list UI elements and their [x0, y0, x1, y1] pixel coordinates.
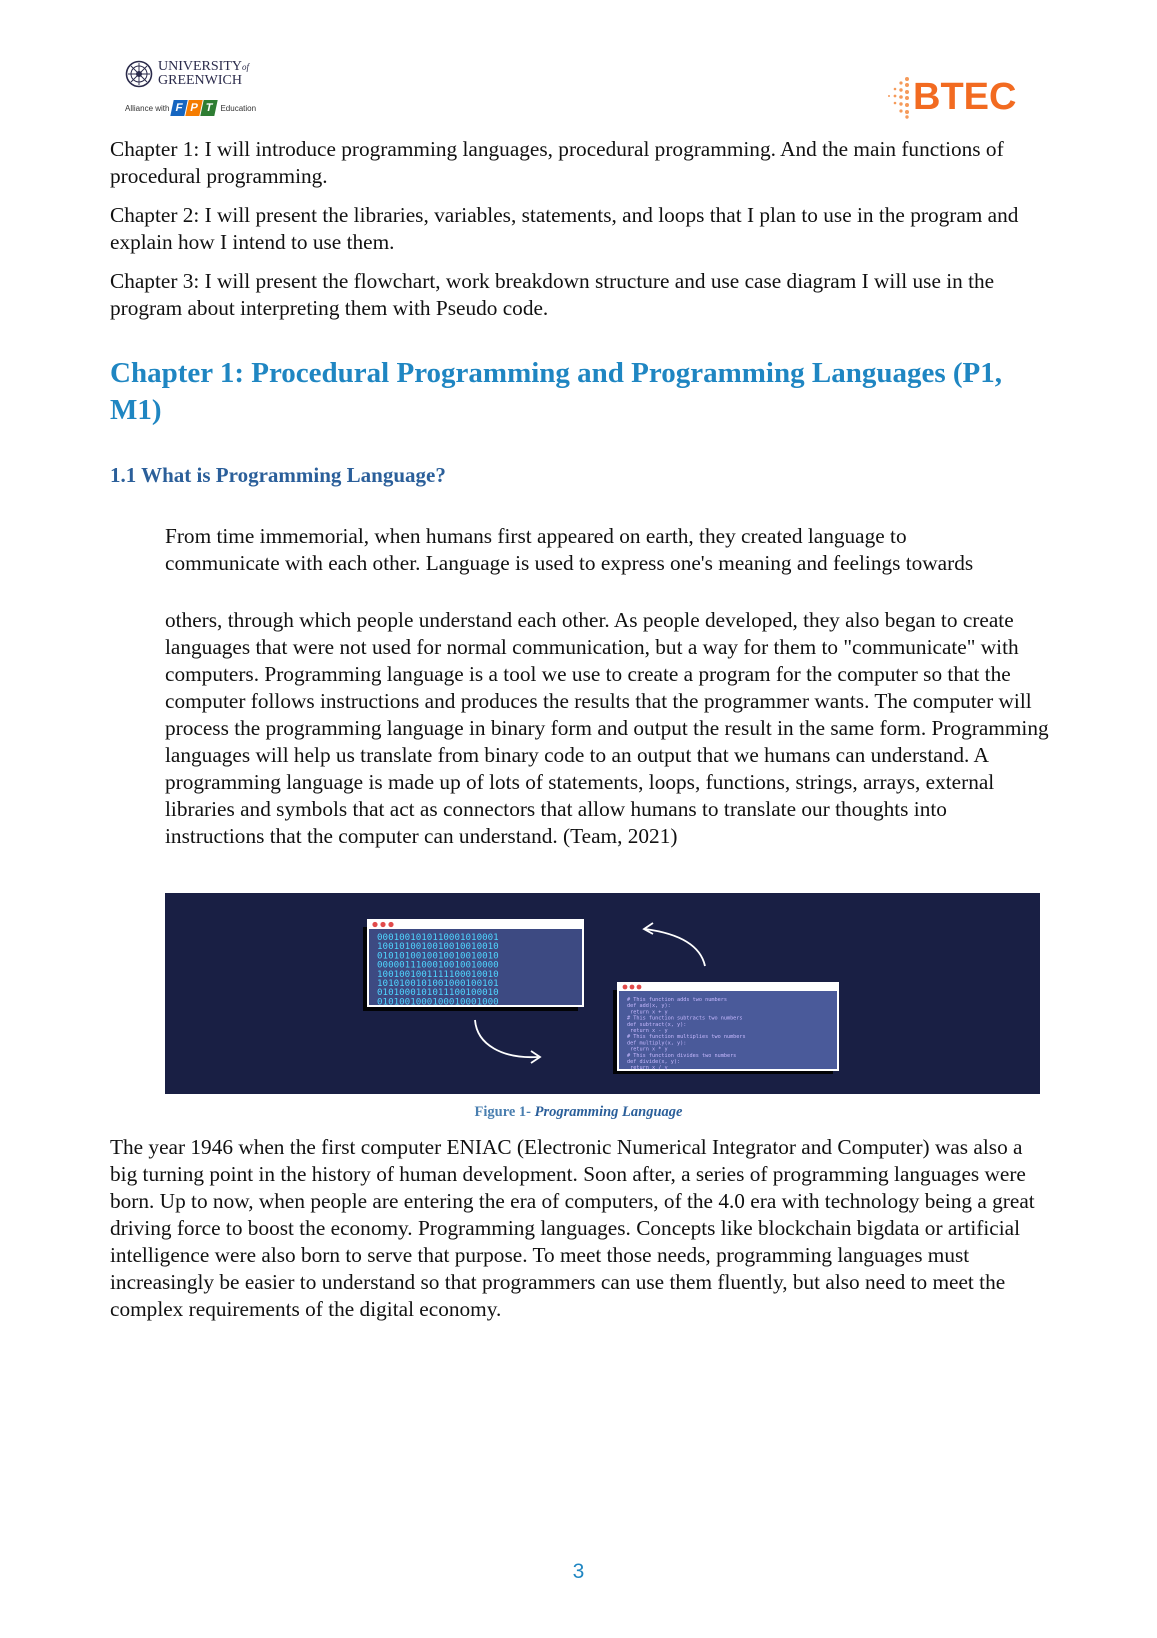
intro-paragraph: Chapter 2: I will present the libraries, variables, statements, and loops that I plan to use in the program and explain how I intend to use them.	[110, 203, 1019, 254]
figure-code-line: def subtract(x, y):	[627, 1021, 687, 1028]
page-number: 3	[572, 1560, 585, 1583]
figure-code-line: def add(x, y):	[627, 1003, 671, 1010]
figure-code-line: 1010100101001000100101	[377, 978, 499, 989]
figure-code-line: return x - y	[627, 1028, 668, 1034]
figure-code-line: 0000011100010010010000	[377, 959, 499, 971]
figure-code-line: 0101000101011100100010	[377, 987, 499, 999]
figure-code-line: 0101001000100010001000	[377, 996, 499, 1008]
figure-code-line: return x * y	[627, 1046, 668, 1053]
figure-code-line: 0101010010010010010010	[377, 950, 499, 962]
body-paragraph: others, through which people understand each other. As people developed, they also began to create languages that were not used for normal communication, but a way for them to "communicate" with computers. Programming language is a tool we use to create a program for the computer so that the computer follows instructions and produces the results that the programmer wants. The computer will process the programming language in binary form and output the result in the same form. Programming languages will help us translate from binary code to an output that we humans can understand. A programming language is made up of lots of statements, loops, functions, strings, arrays, external libraries and symbols that act as connectors that allow humans to translate our thoughts into instructions that the computer can understand. (Team, 2021)	[165, 608, 1049, 848]
code-window	[613, 983, 838, 1074]
body-paragraph: From time immemorial, when humans first appeared on earth, they created language to communicate with each other. Language is used to express one's meaning and feelings towards	[165, 524, 974, 575]
figure-code-line: def divide(x, y):	[627, 1059, 681, 1065]
intro-paragraph: Chapter 3: I will present the flowchart, work breakdown structure and use case diagram I will use in the program about interpreting them with Pseudo code.	[110, 269, 995, 320]
figure-caption: Figure 1- Programming Language	[474, 1104, 683, 1120]
figure-code-line: return x + y	[627, 1009, 668, 1016]
figure-code-line: 1001010010010010010010	[377, 941, 499, 953]
btec-dots-icon	[885, 75, 911, 119]
figure-code-line: 1001001001111100010010	[377, 968, 499, 980]
arrow-up-icon	[645, 929, 705, 966]
intro-paragraph: Chapter 1: I will introduce programming languages, procedural programming. And the main functions of procedural programming.	[110, 137, 1004, 188]
figure-code-line: # This function subtracts two numbers	[627, 1015, 743, 1022]
university-seal-icon	[125, 60, 153, 88]
figure-code-line: return x / y	[627, 1065, 668, 1072]
section-heading: 1.1 What is Programming Language?	[110, 463, 446, 487]
figure-code-line: # This function divides two numbers	[627, 1052, 737, 1059]
binary-code	[377, 932, 499, 1007]
university-logo	[125, 60, 275, 126]
alliance-line: Alliance with F P T Education	[125, 102, 257, 114]
figure-code-line: def multiply(x, y):	[627, 1040, 687, 1047]
arrow-down-icon	[475, 1020, 538, 1057]
figure-illustration	[165, 893, 1040, 1094]
btec-logo: BTEC	[885, 72, 1016, 122]
body-paragraph: The year 1946 when the first computer ENIAC (Electronic Numerical Integrator and Computer) was also a big turning point in the history of human development. Soon after, a series of programming languages were born. Up to now, when people are entering the era of computers, of the 4.0 era with technology being a great driving force to boost the economy. Programming languages. Concepts like blockchain bigdata or artificial intelligence were also born to serve that purpose. To meet those needs, programming languages must increasingly be easier to understand so that programmers can use them fluently, but also need to meet the complex requirements of the digital economy.	[110, 1135, 1035, 1321]
fpt-logo: F P T	[172, 100, 217, 116]
binary-window	[363, 920, 583, 1011]
figure-code-line: # This function multiplies two numbers	[627, 1034, 746, 1041]
programming-language-figure	[165, 893, 1040, 1094]
figure-code-line: # This function adds two numbers	[627, 997, 727, 1003]
chapter-heading: Chapter 1: Procedural Programming and Programming Languages (P1, M1)	[110, 357, 1002, 426]
university-name: UNIVERSITYof GREENWICH	[158, 59, 250, 88]
figure-code-line: 0001001010110001010001	[377, 932, 499, 943]
